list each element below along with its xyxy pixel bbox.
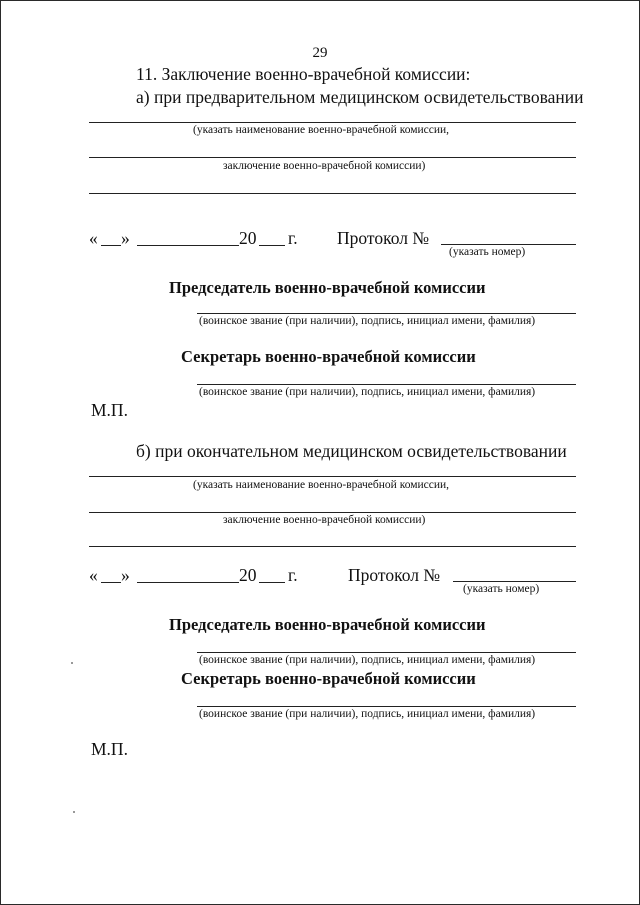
part-a-date-year-suffix: г. (288, 228, 298, 248)
part-a-commission-line-1[interactable] (89, 122, 576, 123)
part-b-commission-line-3[interactable] (89, 546, 576, 547)
part-b-date-year-suffix: г. (288, 565, 298, 585)
part-a-caption-commission-name: (указать наименование военно-врачебной комиссии, (193, 124, 450, 136)
part-a-chairman-signature-line[interactable] (197, 313, 576, 314)
part-a-date-open-quote: « (89, 228, 98, 248)
part-b-protocol-label: Протокол № (348, 565, 441, 585)
part-b-date-close-quote: » (121, 565, 130, 585)
part-b-protocol-number-field[interactable] (453, 581, 576, 582)
part-a-protocol-number-field[interactable] (441, 244, 576, 245)
part-b-secretary-signature-line[interactable] (197, 706, 576, 707)
part-a-caption-commission-conclusion: заключение военно-врачебной комиссии) (223, 160, 426, 172)
part-a-date-year-field[interactable] (259, 245, 285, 246)
part-a-protocol-label: Протокол № (337, 228, 430, 248)
part-a-title: а) при предварительном медицинском освидетельствовании (136, 87, 584, 107)
part-a-date-day-field[interactable] (101, 245, 121, 246)
part-a-date-year-prefix: 20 (239, 228, 257, 248)
part-a-commission-line-3[interactable] (89, 193, 576, 194)
part-b-caption-protocol-number: (указать номер) (463, 583, 540, 595)
part-a-chairman-caption: (воинское звание (при наличии), подпись, инициал имени, фамилия) (199, 315, 536, 327)
part-b-caption-commission-name: (указать наименование военно-врачебной комиссии, (193, 479, 450, 491)
part-b-secretary-caption: (воинское звание (при наличии), подпись, инициал имени, фамилия) (199, 708, 536, 720)
part-a-secretary-signature-line[interactable] (197, 384, 576, 385)
part-a-caption-protocol-number: (указать номер) (449, 246, 526, 258)
part-b-date-open-quote: « (89, 565, 98, 585)
part-a-date-close-quote: » (121, 228, 130, 248)
scan-speck (73, 811, 75, 813)
part-b-commission-line-1[interactable] (89, 476, 576, 477)
part-b-seal-place: М.П. (91, 739, 128, 759)
part-b-date-year-prefix: 20 (239, 565, 257, 585)
part-b-commission-line-2[interactable] (89, 512, 576, 513)
part-a-secretary-title: Секретарь военно-врачебной комиссии (181, 347, 476, 366)
part-b-secretary-title: Секретарь военно-врачебной комиссии (181, 669, 476, 688)
section-title: 11. Заключение военно-врачебной комиссии: (136, 64, 471, 84)
part-b-date-month-field[interactable] (137, 582, 239, 583)
part-b-chairman-title: Председатель военно-врачебной комиссии (169, 615, 486, 634)
part-b-date-year-field[interactable] (259, 582, 285, 583)
scan-speck (71, 662, 73, 664)
part-a-date-month-field[interactable] (137, 245, 239, 246)
page-number: 29 (312, 45, 328, 61)
part-b-chairman-caption: (воинское звание (при наличии), подпись, инициал имени, фамилия) (199, 654, 536, 666)
part-a-secretary-caption: (воинское звание (при наличии), подпись, инициал имени, фамилия) (199, 386, 536, 398)
part-b-caption-commission-conclusion: заключение военно-врачебной комиссии) (223, 514, 426, 526)
part-a-seal-place: М.П. (91, 400, 128, 420)
part-b-title: б) при окончательном медицинском освидетельствовании (136, 441, 567, 461)
part-b-chairman-signature-line[interactable] (197, 652, 576, 653)
part-b-date-day-field[interactable] (101, 582, 121, 583)
part-a-chairman-title: Председатель военно-врачебной комиссии (169, 278, 486, 297)
part-a-commission-line-2[interactable] (89, 157, 576, 158)
